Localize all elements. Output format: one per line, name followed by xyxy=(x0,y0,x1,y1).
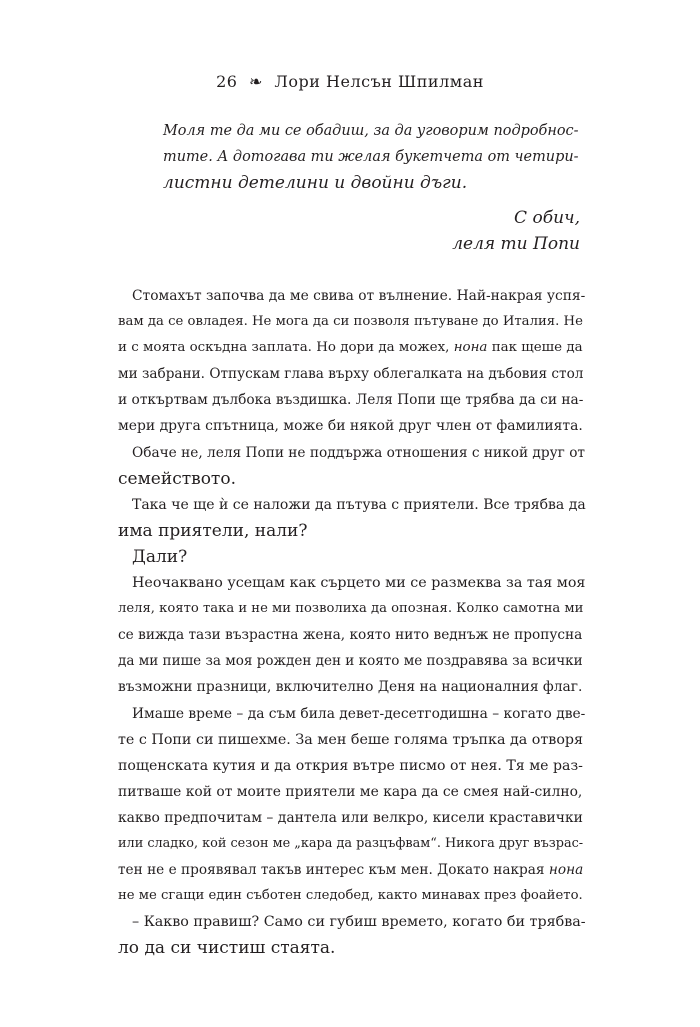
text-line: семейството. xyxy=(118,468,236,489)
text-line: има приятели, нали? xyxy=(118,520,308,541)
text-line: леля, която така и не ми позволиха да опозная. Колко самотна ми xyxy=(118,601,584,617)
text-line: те с Попи си пишехме. За мен беше голяма тръпка да отворя xyxy=(118,731,584,748)
text-line: – Какво правиш? Само си губиш времето, когато би трябва- xyxy=(132,914,586,931)
letter-line: тите. А дотогава ти желая букетчета от четири- xyxy=(163,149,579,165)
text-line xyxy=(118,335,588,361)
text-line xyxy=(118,857,588,883)
text-line: питваше кой от моите приятели ме кара да се смея най-силно, xyxy=(118,783,583,800)
text-line: Обаче не, леля Попи не поддържа отношения с никой друг от xyxy=(132,444,586,461)
text-line: да ми пише за моя рожден ден и която ме поздравява за всички xyxy=(118,653,583,670)
letter-signature xyxy=(300,205,580,257)
text-line: Неочаквано усещам как сърцето ми се размеква за тая моя xyxy=(132,575,586,592)
text-line: мери друга спътница, може би някой друг член от фамилията. xyxy=(118,418,583,435)
running-header xyxy=(0,70,700,94)
text-line: и откъртвам дълбока въздишка. Леля Попи ще трябва да си на- xyxy=(118,392,584,409)
text-line: се вижда тази възрастна жена, която нито веднъж не пропусна xyxy=(118,627,583,644)
fleuron-icon: ❧ xyxy=(249,72,263,91)
letter-line: Моля те да ми се обадиш, за да уговорим подробнос- xyxy=(163,123,579,139)
text-line: възможни празници, включително Деня на националния флаг. xyxy=(118,679,583,696)
text-line: или сладко, кой сезон ме „кара да разцъфвам“. Никога друг възрас- xyxy=(118,835,584,851)
page-number: 26 xyxy=(216,72,238,91)
text-line: Така че ще ѝ се наложи да пътува с приятели. Все трябва да xyxy=(132,496,586,513)
text-segment: пак щеше да xyxy=(487,340,583,356)
italic-word-nona: нона xyxy=(453,340,488,356)
italic-word-nona: нона xyxy=(548,862,584,879)
body-text xyxy=(118,283,588,961)
text-line: Стомахът започва да ме свива от вълнение. Най-накрая успя- xyxy=(132,288,586,304)
text-segment: и с моята оскъдна заплата. Но дори да можех, xyxy=(118,340,454,356)
text-line: Дали? xyxy=(132,546,188,567)
letter-sender: леля ти Попи xyxy=(452,234,580,254)
text-line: не ме сгащи един съботен следобед, както минавах през фоайето. xyxy=(118,888,583,904)
letter-line: листни детелини и двойни дъги. xyxy=(163,173,468,193)
text-line: Имаше време – да съм била девет-десетгодишна – когато две- xyxy=(132,705,586,722)
text-line: ми забрани. Отпускам глава върху облегалката на дъбовия стол xyxy=(118,366,584,383)
text-line: ло да си чистиш стаята. xyxy=(118,938,336,959)
text-line: вам да се овладея. Не мога да си позволя пътуване до Италия. Не xyxy=(118,314,583,330)
letter-closing: С обич, xyxy=(514,208,580,228)
text-line: какво предпочитам – дантела или велкро, кисели краставички xyxy=(118,809,583,826)
text-segment: тен не е проявявал такъв интерес към мен. Докато накрая xyxy=(118,862,549,879)
letter-excerpt xyxy=(163,118,583,196)
author-name: Лори Нелсън Шпилман xyxy=(274,72,484,91)
text-line: пощенската кутия и да открия вътре писмо от нея. Тя ме раз- xyxy=(118,757,583,774)
